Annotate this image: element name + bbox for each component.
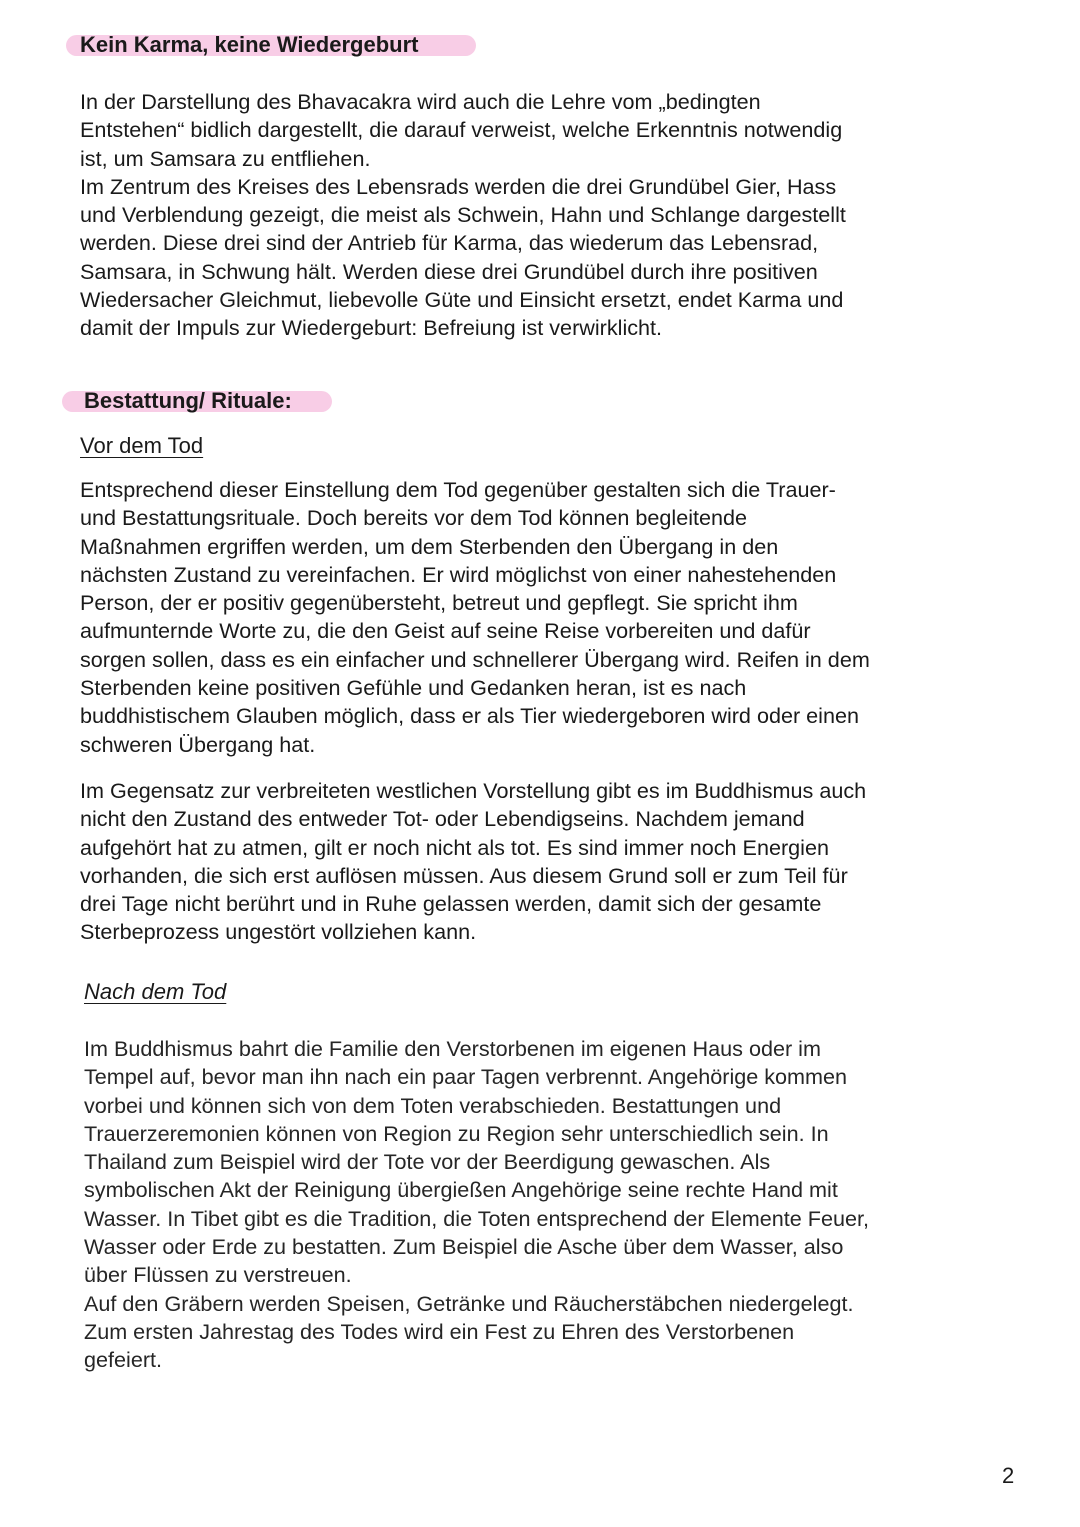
text-line: Entstehen“ bidlich dargestellt, die darauf verweist, welche Erkenntnis notwendig xyxy=(80,117,843,143)
text-line: werden. Diese drei sind der Antrieb für Karma, das wiederum das Lebensrad, xyxy=(80,230,819,256)
text-line: Wasser oder Erde zu bestatten. Zum Beispiel die Asche über dem Wasser, also xyxy=(84,1234,844,1260)
text-line: schweren Übergang hat. xyxy=(80,731,316,757)
text-line: buddhistischem Glauben möglich, dass er als Tier wiedergeboren wird oder einen xyxy=(80,703,859,729)
text-line: gefeiert. xyxy=(84,1347,163,1373)
text-line: Trauerzeremonien können von Region zu Region sehr unterschiedlich sein. In xyxy=(84,1120,829,1146)
text-line: In der Darstellung des Bhavacakra wird auch die Lehre vom „bedingten xyxy=(80,89,761,114)
subheading-nach-dem-tod: Nach dem Tod xyxy=(84,979,227,1004)
text-line: aufmunternde Worte zu, die den Geist auf seine Reise vorbereiten und dafür xyxy=(80,618,811,644)
text-line: Im Zentrum des Kreises des Lebensrads werden die drei Grundübel Gier, Hass xyxy=(80,173,837,199)
section-heading-rituale-text: Bestattung/ Rituale: xyxy=(84,388,292,413)
subheading-vor-dem-tod: Vor dem Tod xyxy=(80,433,204,458)
page-number: 2 xyxy=(1002,1463,1015,1488)
text-line: Person, der er positiv gegenübersteht, betreut und gepflegt. Sie spricht ihm xyxy=(80,590,798,616)
text-line: Auf den Gräbern werden Speisen, Getränke und Räucherstäbchen niedergelegt. xyxy=(84,1290,854,1316)
text-line: und Bestattungsrituale. Doch bereits vor dem Tod können begleitende xyxy=(80,505,748,531)
text-line: vorbei und können sich von dem Toten verabschieden. Bestattungen und xyxy=(84,1092,782,1118)
text-line: sorgen sollen, dass es ein einfacher und schnellerer Übergang wird. Reifen in dem xyxy=(80,646,870,672)
text-line: Wasser. In Tibet gibt es die Tradition, die Toten entsprechend der Elemente Feuer, xyxy=(84,1205,870,1231)
section-heading-karma-text: Kein Karma, keine Wiedergeburt xyxy=(80,32,419,57)
text-line: drei Tage nicht berührt und in Ruhe gelassen werden, damit sich der gesamte xyxy=(80,891,822,917)
text-line: Sterbenden keine positiven Gefühle und Gedanken heran, ist es nach xyxy=(80,675,747,701)
text-line: Thailand zum Beispiel wird der Tote vor der Beerdigung gewaschen. Als xyxy=(84,1149,771,1175)
text-line: Samsara, in Schwung hält. Werden diese drei Grundübel durch ihre positiven xyxy=(80,258,818,284)
paragraph-karma xyxy=(80,88,846,343)
text-line: Maßnahmen ergriffen werden, um dem Sterbenden den Übergang in den xyxy=(80,533,779,559)
paragraph-vor-dem-tod-2 xyxy=(80,777,866,947)
text-line: damit der Impuls zur Wiedergeburt: Befreiung ist verwirklicht. xyxy=(80,315,663,341)
section-heading-rituale xyxy=(84,387,292,415)
section-heading-karma xyxy=(80,31,418,59)
text-line: vorhanden, die sich erst auflösen müssen. Aus diesem Grund soll er zum Teil für xyxy=(80,862,848,888)
text-line: und Verblendung gezeigt, die meist als Schwein, Hahn und Schlange dargestellt xyxy=(80,202,846,228)
text-line: symbolischen Akt der Reinigung übergießen Angehörige seine rechte Hand mit xyxy=(84,1177,838,1203)
text-line: Wiedersacher Gleichmut, liebevolle Güte und Einsicht ersetzt, endet Karma und xyxy=(80,287,844,313)
paragraph-vor-dem-tod-1 xyxy=(80,476,870,759)
text-line: Im Buddhismus bahrt die Familie den Verstorbenen im eigenen Haus oder im xyxy=(84,1036,821,1061)
text-line: ist, um Samsara zu entfliehen. xyxy=(80,145,371,171)
text-line: nicht den Zustand des entweder Tot- oder Lebendigseins. Nachdem jemand xyxy=(80,806,805,832)
text-line: Zum ersten Jahrestag des Todes wird ein Fest zu Ehren des Verstorbenen xyxy=(84,1318,795,1344)
paragraph-nach-dem-tod xyxy=(84,1035,869,1375)
text-line: nächsten Zustand zu vereinfachen. Er wird möglichst von einer nahestehenden xyxy=(80,561,837,587)
text-line: Im Gegensatz zur verbreiteten westlichen Vorstellung gibt es im Buddhismus auch xyxy=(80,778,867,803)
text-line: über Flüssen zu verstreuen. xyxy=(84,1262,352,1288)
text-line: aufgehört hat zu atmen, gilt er noch nicht als tot. Es sind immer noch Energien xyxy=(80,834,829,860)
text-line: Tempel auf, bevor man ihn nach ein paar Tagen verbrennt. Angehörige kommen xyxy=(84,1064,848,1090)
text-line: Entsprechend dieser Einstellung dem Tod gegenüber gestalten sich die Trauer- xyxy=(80,477,836,502)
text-line: Sterbeprozess ungestört vollziehen kann. xyxy=(80,919,477,945)
